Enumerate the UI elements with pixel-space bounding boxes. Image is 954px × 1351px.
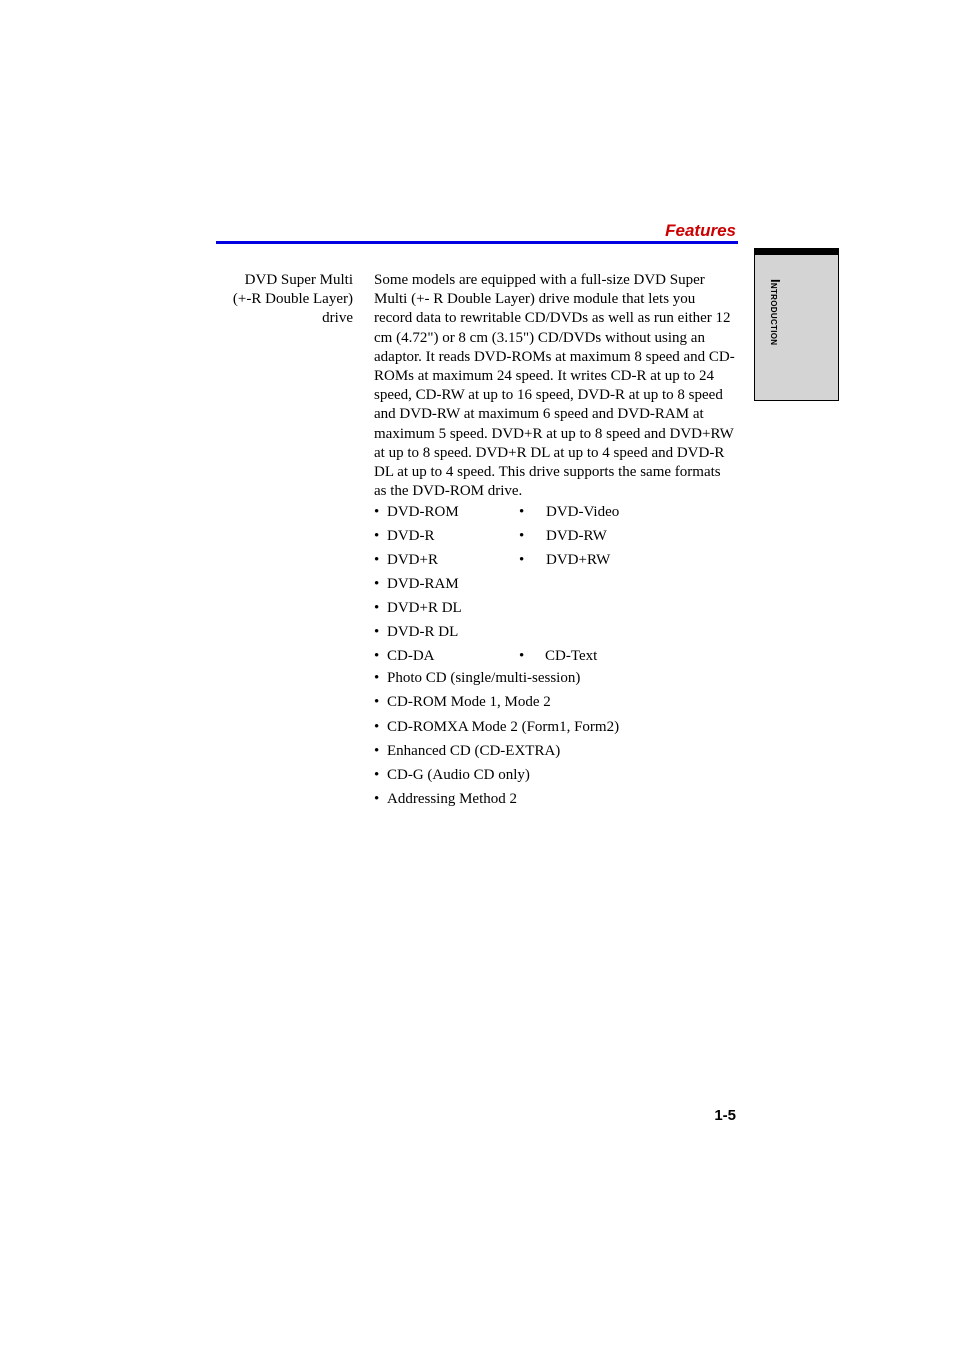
format-item: • DVD+R DL — [374, 600, 462, 616]
chapter-tab — [754, 248, 839, 401]
format-item: • DVD-R — [374, 528, 435, 544]
format-item: • DVD-Video — [519, 504, 620, 520]
chapter-tab-rest: ntroduction — [768, 282, 782, 346]
format-item: • Enhanced CD (CD-EXTRA) — [374, 743, 561, 759]
section-title: Features — [665, 221, 736, 240]
format-item: • DVD-ROM — [374, 504, 459, 520]
entry-term — [193, 271, 353, 329]
entry-term-line: (+-R Double Layer) — [232, 291, 353, 308]
format-item: • DVD-RW — [519, 528, 607, 544]
chapter-tab-label — [768, 279, 783, 345]
format-item: • DVD+R — [374, 552, 438, 568]
format-item: • DVD+RW — [519, 552, 611, 568]
format-item: • CD-ROMXA Mode 2 (Form1, Form2) — [374, 719, 620, 735]
chapter-tab-initial: I — [768, 279, 783, 283]
header-rule — [216, 241, 738, 244]
format-item: • Photo CD (single/multi-session) — [374, 670, 581, 686]
entry-term-line: DVD Super Multi — [244, 272, 353, 288]
format-item: • DVD-RAM — [374, 576, 459, 592]
page-number: 1-5 — [714, 1107, 736, 1124]
format-item: • Addressing Method 2 — [374, 791, 517, 807]
format-item: • CD-G (Audio CD only) — [374, 767, 530, 783]
entry-description: Some models are equipped with a full-size DVD Super Multi (+- R Double Layer) drive module that lets you record data to rewritable CD/DVDs as well as run either 12 cm (4.72") or 8 cm (3.15") CD/DVDs without using an adaptor. It reads DVD-ROMs at maximum 8 speed and CD-ROMs at maximum 24 speed. It writes CD-R at up to 24 speed, CD-RW at up to 16 speed, DVD-R at up to 8 speed and DVD-RW at maximum 6 speed and DVD-RAM at maximum 5 speed. DVD+R at up to 8 speed and DVD+RW at up to 8 speed. DVD+R DL at up to 4 speed and DVD-R DL at up to 4 speed. This drive supports the same formats as the DVD-ROM drive. — [374, 272, 735, 500]
format-item: • DVD-R DL — [374, 624, 459, 640]
format-item: • CD-ROM Mode 1, Mode 2 — [374, 694, 551, 710]
format-item: • CD-Text — [519, 648, 598, 664]
format-item: • CD-DA — [374, 648, 435, 664]
entry-term-line: drive — [322, 310, 353, 327]
